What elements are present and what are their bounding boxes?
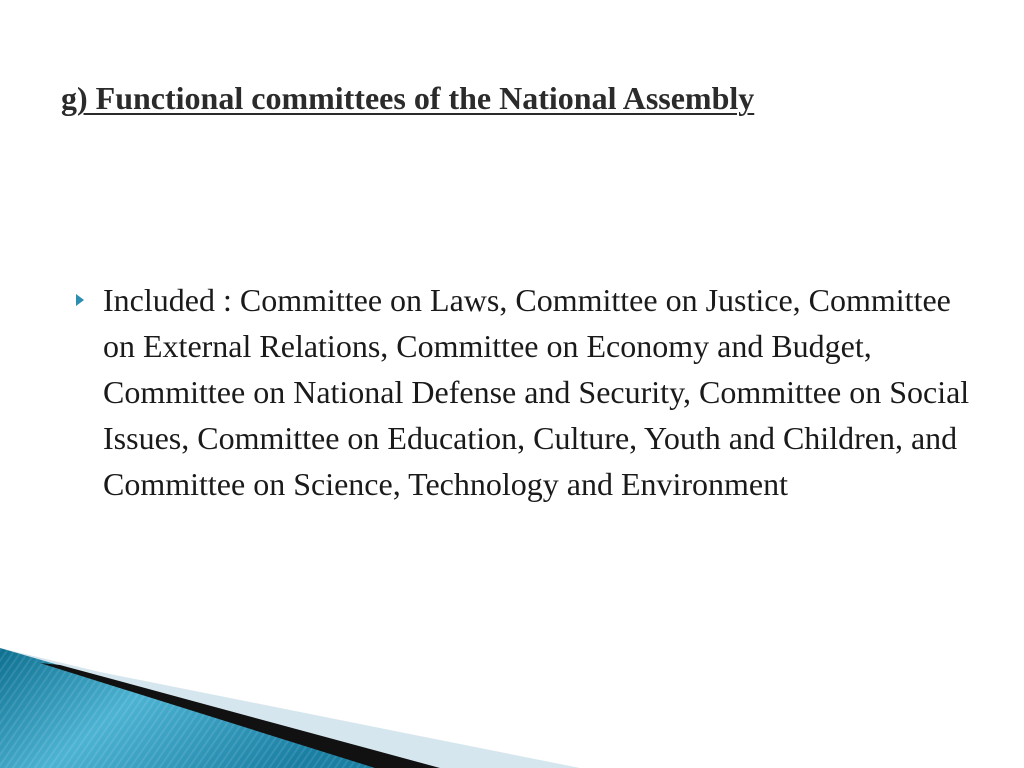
bullet-text: Included : Committee on Laws, Committee on Justice, Committee on External Relations, Committee on Economy and Budget, Committee on National Defense and Security, Committee on Social Issues, Committee on Education, Culture, Youth and Children, and Committee on Science, Technology and Environment [103, 282, 970, 502]
swoosh-teal-band [0, 648, 380, 768]
bullet-item [74, 277, 974, 507]
swoosh-light-band [0, 648, 580, 768]
bullet-list [74, 277, 974, 507]
slide-title: g) Functional committees of the National Assembly [61, 80, 755, 116]
swoosh-dark-band [40, 663, 440, 768]
swoosh-teal-stripes [0, 648, 380, 768]
triangle-bullet-icon [76, 294, 84, 306]
